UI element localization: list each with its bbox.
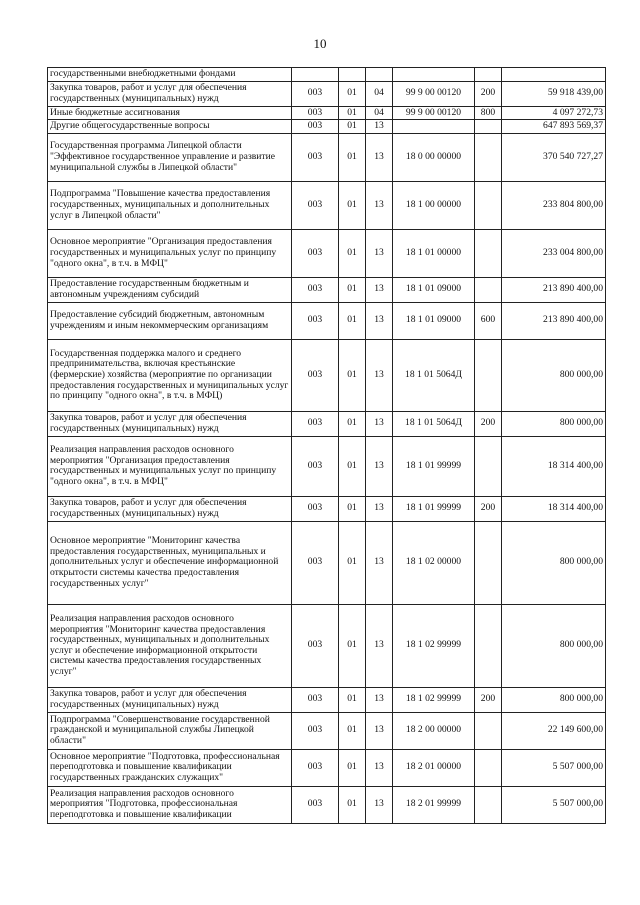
- cell-amount: 370 540 727,27: [502, 133, 606, 181]
- cell-target: 18 2 00 00000: [393, 712, 475, 749]
- table-row: [48, 339, 606, 411]
- cell-admin: 003: [292, 521, 339, 604]
- cell-type: [475, 181, 502, 229]
- cell-amount: 800 000,00: [502, 687, 606, 712]
- cell-amount: 213 890 400,00: [502, 277, 606, 302]
- cell-name: Другие общегосударственные вопросы: [48, 120, 292, 134]
- cell-type: [475, 68, 502, 82]
- cell-target: 18 1 01 5064Д: [393, 339, 475, 411]
- cell-section: 01: [339, 277, 366, 302]
- table-row: [48, 181, 606, 229]
- cell-type: [475, 521, 502, 604]
- cell-amount: 18 314 400,00: [502, 496, 606, 521]
- cell-section: 01: [339, 106, 366, 120]
- cell-target: [393, 68, 475, 82]
- cell-amount: 233 804 800,00: [502, 181, 606, 229]
- cell-section: 01: [339, 302, 366, 339]
- cell-amount: 800 000,00: [502, 604, 606, 687]
- table-row: [48, 712, 606, 749]
- cell-target: 18 1 01 09000: [393, 277, 475, 302]
- table-row: [48, 749, 606, 786]
- cell-target: 18 2 01 00000: [393, 749, 475, 786]
- cell-target: 18 1 01 00000: [393, 229, 475, 277]
- cell-name: Основное мероприятие "Организация предоставления государственных и муниципальных услуг по принципу "одного окна", в т.ч. в МФЦ": [48, 229, 292, 277]
- table-row: [48, 436, 606, 496]
- cell-section: 01: [339, 786, 366, 823]
- cell-section: 01: [339, 411, 366, 436]
- cell-amount: 4 097 272,73: [502, 106, 606, 120]
- cell-admin: 003: [292, 339, 339, 411]
- cell-type: [475, 133, 502, 181]
- cell-amount: 22 149 600,00: [502, 712, 606, 749]
- cell-admin: 003: [292, 496, 339, 521]
- table-row: [48, 229, 606, 277]
- cell-section: 01: [339, 687, 366, 712]
- cell-subsection: 13: [366, 521, 393, 604]
- cell-subsection: 04: [366, 81, 393, 106]
- cell-section: 01: [339, 749, 366, 786]
- cell-target: 18 1 02 99999: [393, 604, 475, 687]
- cell-amount: 59 918 439,00: [502, 81, 606, 106]
- cell-name: Подпрограмма "Совершенствование государственной гражданской и муниципальной службы Липецкой области": [48, 712, 292, 749]
- cell-subsection: 13: [366, 749, 393, 786]
- cell-section: 01: [339, 339, 366, 411]
- cell-type: [475, 277, 502, 302]
- table-row: [48, 81, 606, 106]
- table-row: [48, 786, 606, 823]
- cell-amount: 800 000,00: [502, 339, 606, 411]
- table-row: [48, 496, 606, 521]
- cell-admin: 003: [292, 749, 339, 786]
- cell-subsection: 13: [366, 712, 393, 749]
- cell-subsection: 13: [366, 496, 393, 521]
- cell-type: 200: [475, 411, 502, 436]
- cell-subsection: 13: [366, 786, 393, 823]
- cell-section: [339, 68, 366, 82]
- cell-name: Закупка товаров, работ и услуг для обеспечения государственных (муниципальных) нужд: [48, 81, 292, 106]
- table-row: [48, 120, 606, 134]
- cell-target: 99 9 00 00120: [393, 81, 475, 106]
- cell-type: 600: [475, 302, 502, 339]
- cell-section: 01: [339, 229, 366, 277]
- cell-type: [475, 120, 502, 134]
- cell-name: Подпрограмма "Повышение качества предоставления государственных, муниципальных и дополнительных услуг в Липецкой области": [48, 181, 292, 229]
- cell-admin: 003: [292, 687, 339, 712]
- cell-subsection: 13: [366, 277, 393, 302]
- cell-target: 18 1 01 5064Д: [393, 411, 475, 436]
- cell-amount: 5 507 000,00: [502, 749, 606, 786]
- cell-admin: 003: [292, 411, 339, 436]
- cell-amount: 18 314 400,00: [502, 436, 606, 496]
- cell-section: 01: [339, 604, 366, 687]
- cell-name: Реализация направления расходов основного мероприятия "Подготовка, профессиональная переподготовка и повышение квалификации: [48, 786, 292, 823]
- cell-subsection: 13: [366, 229, 393, 277]
- cell-admin: 003: [292, 604, 339, 687]
- cell-type: 800: [475, 106, 502, 120]
- table-row: [48, 133, 606, 181]
- cell-type: [475, 786, 502, 823]
- cell-target: 18 1 02 00000: [393, 521, 475, 604]
- cell-type: [475, 712, 502, 749]
- cell-subsection: 04: [366, 106, 393, 120]
- cell-target: 18 1 00 00000: [393, 181, 475, 229]
- cell-section: 01: [339, 496, 366, 521]
- cell-type: 200: [475, 687, 502, 712]
- cell-amount: 233 004 800,00: [502, 229, 606, 277]
- cell-target: 18 1 02 99999: [393, 687, 475, 712]
- cell-subsection: 13: [366, 411, 393, 436]
- cell-type: [475, 339, 502, 411]
- cell-name: Закупка товаров, работ и услуг для обеспечения государственных (муниципальных) нужд: [48, 411, 292, 436]
- cell-name: Основное мероприятие "Подготовка, профессиональная переподготовка и повышение квалификации государственных гражданских служащих": [48, 749, 292, 786]
- table-body: [48, 68, 606, 824]
- table-row: [48, 521, 606, 604]
- cell-amount: 5 507 000,00: [502, 786, 606, 823]
- cell-name: Основное мероприятие "Мониторинг качества предоставления государственных, муниципальных и дополнительных услуг и обеспечение информационной открытости системы качества предоставления государственных услуг": [48, 521, 292, 604]
- cell-admin: 003: [292, 81, 339, 106]
- cell-target: 18 2 01 99999: [393, 786, 475, 823]
- cell-name: Государственная поддержка малого и среднего предпринимательства, включая крестьянские (фермерские) хозяйства (мероприятие по организации предоставления государственных и муниципальных услуг по принципу "одного окна", в т.ч. в МФЦ): [48, 339, 292, 411]
- cell-amount: [502, 68, 606, 82]
- cell-section: 01: [339, 521, 366, 604]
- cell-admin: 003: [292, 277, 339, 302]
- cell-subsection: 13: [366, 339, 393, 411]
- cell-type: [475, 749, 502, 786]
- cell-subsection: [366, 68, 393, 82]
- cell-admin: 003: [292, 786, 339, 823]
- table-row: [48, 411, 606, 436]
- cell-subsection: 13: [366, 181, 393, 229]
- table-row: [48, 302, 606, 339]
- cell-amount: 647 893 569,37: [502, 120, 606, 134]
- cell-amount: 800 000,00: [502, 521, 606, 604]
- cell-name: Предоставление субсидий бюджетным, автономным учреждениям и иным некоммерческим организациям: [48, 302, 292, 339]
- cell-target: 99 9 00 00120: [393, 106, 475, 120]
- cell-section: 01: [339, 436, 366, 496]
- table-row: [48, 68, 606, 82]
- cell-subsection: 13: [366, 302, 393, 339]
- cell-name: Закупка товаров, работ и услуг для обеспечения государственных (муниципальных) нужд: [48, 687, 292, 712]
- cell-section: 01: [339, 181, 366, 229]
- cell-admin: [292, 68, 339, 82]
- cell-type: [475, 436, 502, 496]
- cell-amount: 800 000,00: [502, 411, 606, 436]
- table-row: [48, 604, 606, 687]
- cell-amount: 213 890 400,00: [502, 302, 606, 339]
- table-row: [48, 106, 606, 120]
- cell-section: 01: [339, 120, 366, 134]
- budget-table: [47, 67, 606, 824]
- cell-admin: 003: [292, 181, 339, 229]
- cell-subsection: 13: [366, 120, 393, 134]
- cell-name: Предоставление государственным бюджетным и автономным учреждениям субсидий: [48, 277, 292, 302]
- cell-target: 18 1 01 09000: [393, 302, 475, 339]
- cell-admin: 003: [292, 120, 339, 134]
- cell-type: [475, 229, 502, 277]
- cell-subsection: 13: [366, 687, 393, 712]
- cell-name: Иные бюджетные ассигнования: [48, 106, 292, 120]
- cell-target: [393, 120, 475, 134]
- cell-admin: 003: [292, 436, 339, 496]
- cell-target: 18 0 00 00000: [393, 133, 475, 181]
- cell-type: 200: [475, 81, 502, 106]
- cell-subsection: 13: [366, 436, 393, 496]
- cell-name: Реализация направления расходов основного мероприятия "Организация предоставления государственных и муниципальных услуг по принципу "одного окна", в т.ч. в МФЦ": [48, 436, 292, 496]
- cell-admin: 003: [292, 133, 339, 181]
- cell-name: Государственная программа Липецкой области "Эффективное государственное управление и развитие муниципальной службы в Липецкой области": [48, 133, 292, 181]
- cell-admin: 003: [292, 302, 339, 339]
- cell-type: 200: [475, 496, 502, 521]
- table-row: [48, 277, 606, 302]
- cell-admin: 003: [292, 712, 339, 749]
- cell-target: 18 1 01 99999: [393, 496, 475, 521]
- cell-admin: 003: [292, 229, 339, 277]
- cell-subsection: 13: [366, 133, 393, 181]
- cell-section: 01: [339, 133, 366, 181]
- cell-target: 18 1 01 99999: [393, 436, 475, 496]
- cell-name: Реализация направления расходов основного мероприятия "Мониторинг качества предоставления государственных, муниципальных и дополнительных услуг и обеспечение информационной открытости системы качества предоставления государственных услуг": [48, 604, 292, 687]
- page-number: 10: [313, 36, 327, 51]
- cell-type: [475, 604, 502, 687]
- cell-name: государственными внебюджетными фондами: [48, 68, 292, 82]
- cell-admin: 003: [292, 106, 339, 120]
- cell-name: Закупка товаров, работ и услуг для обеспечения государственных (муниципальных) нужд: [48, 496, 292, 521]
- cell-subsection: 13: [366, 604, 393, 687]
- cell-section: 01: [339, 81, 366, 106]
- table-row: [48, 687, 606, 712]
- cell-section: 01: [339, 712, 366, 749]
